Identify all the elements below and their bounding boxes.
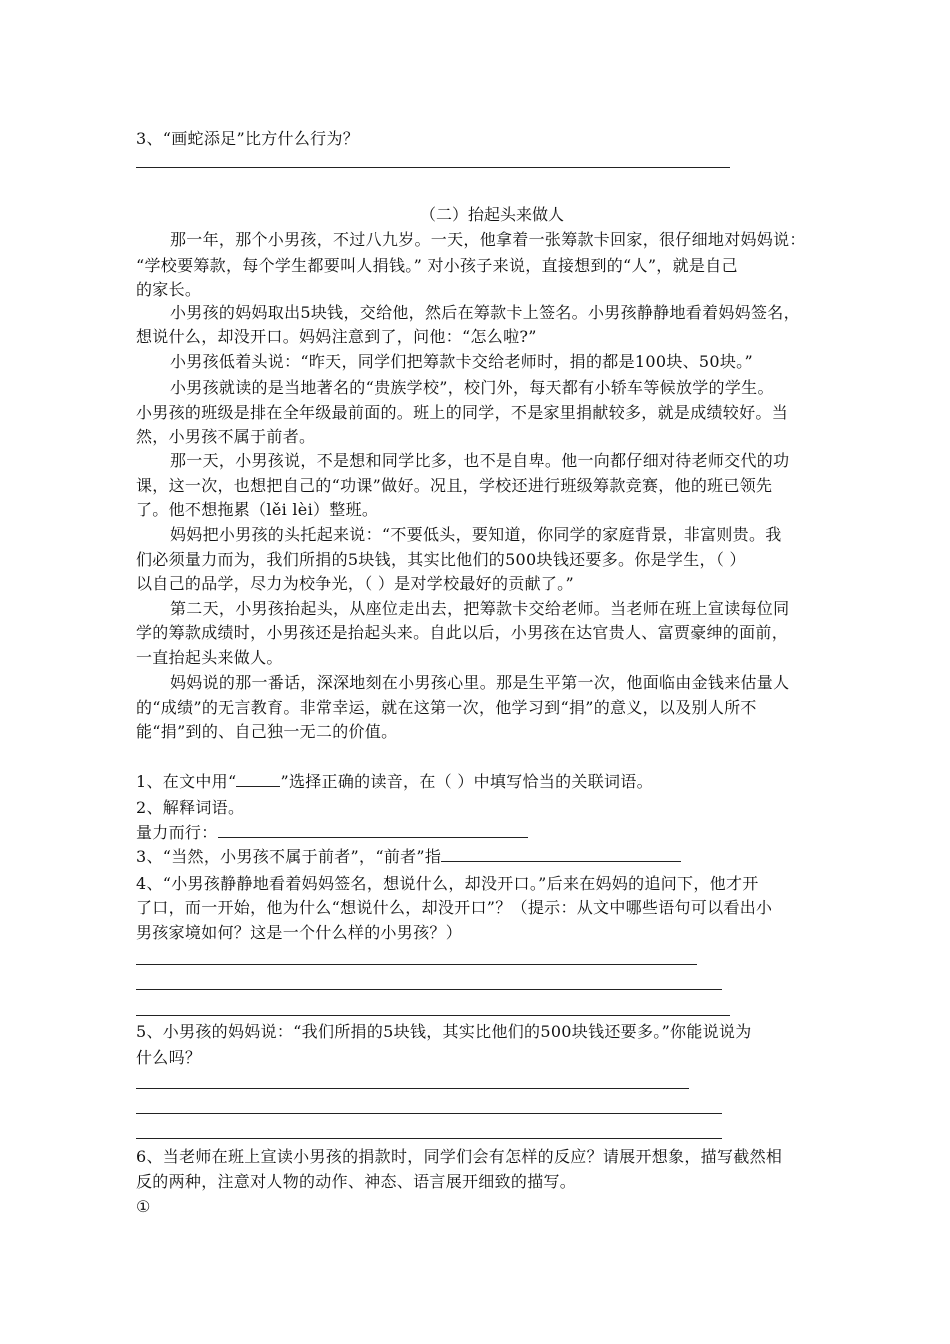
answer-marker: ① [136,1197,151,1216]
passage-line: 然，小男孩不属于前者。 [136,427,316,446]
passage-line: 小男孩的班级是排在全年级最前面的。班上的同学，不是家里捐献较多，就是成绩较好。当 [136,403,789,422]
passage-line: 了。他不想拖累（lěi lèi）整班。 [136,500,379,519]
question-3 [136,845,681,869]
passage-line: 小男孩低着头说：“昨天，同学们把筹款卡交给老师时，捐的都是100块、50块。” [170,352,753,371]
answer-line[interactable] [136,989,722,990]
passage-line: 妈妈说的那一番话，深深地刻在小男孩心里。那是生平第一次，他面临由金钱来估量人 [170,673,790,692]
question-3-text: 3、“当然，小男孩不属于前者”，“前者”指 [136,847,442,866]
question-2-term [136,821,528,845]
answer-line [136,167,730,168]
passage-line: 那一天，小男孩说，不是想和同学比多，也不是自卑。他一向都仔细对待老师交代的功 [170,451,790,470]
question-5-line: 5、小男孩的妈妈说：“我们所捐的5块钱，其实比他们的500块钱还要多。”你能说说为 [136,1022,752,1041]
passage-line: “学校要筹款，每个学生都要叫人捐钱。” 对小孩子来说，直接想到的“人”，就是自己 [136,256,738,275]
passage-line: 的家长。 [136,280,202,299]
question-5-line: 什么吗？ [136,1048,202,1067]
question-4-line: 4、“小男孩静静地看着妈妈签名，想说什么，却没开口。”后来在妈妈的追问下，他才开 [136,874,759,893]
question-6-line: 6、当老师在班上宣读小男孩的捐款时，同学们会有怎样的反应？请展开想象，描写截然相 [136,1147,783,1166]
passage-line: 想说什么，却没开口。妈妈注意到了，问他：“怎么啦?” [136,327,537,346]
passage-line: 课，这一次，也想把自己的“功课”做好。况且，学校还进行班级筹款竞赛，他的班已领先 [136,476,773,495]
answer-blank[interactable] [441,845,681,862]
passage-line: 一直抬起头来做人。 [136,648,283,667]
passage-line: 们必须量力而为，我们所捐的5块钱，其实比他们的500块钱还要多。你是学生，（ ） [136,550,746,569]
answer-line[interactable] [136,1015,730,1016]
passage-line: 小男孩就读的是当地著名的“贵族学校”，校门外，每天都有小轿车等候放学的学生。 [170,378,774,397]
term-label: 量力而行： [136,823,218,842]
question-top-3: 3、“画蛇添足”比方什么行为？ [136,129,360,148]
passage-line: 妈妈把小男孩的头托起来说：“不要低头，要知道，你同学的家庭背景，非富则贵。我 [170,525,782,544]
passage-title: （二）抬起头来做人 [420,205,565,224]
question-1-prefix: 1、在文中用“ [136,772,237,791]
fill-blank[interactable] [236,770,280,787]
answer-blank[interactable] [218,821,528,838]
passage-line: 那一年，那个小男孩，不过八九岁。一天，他拿着一张筹款卡回家，很仔细地对妈妈说： [170,230,806,249]
question-4-line: 了口，而一开始，他为什么“想说什么，却没开口”？（提示：从文中哪些语句可以看出小 [136,898,773,917]
passage-line: 的“成绩”的无言教育。非常幸运，就在这第一次，他学习到“捐”的意义，以及别人所不 [136,698,757,717]
question-6-line: 反的两种，注意对人物的动作、神态、语言展开细致的描写。 [136,1172,577,1191]
answer-line[interactable] [136,1088,689,1089]
answer-line[interactable] [136,964,697,965]
answer-line[interactable] [136,1113,722,1114]
passage-line: 以自己的品学，尽力为校争光，（ ）是对学校最好的贡献了。” [136,574,574,593]
answer-line[interactable] [136,1138,722,1139]
passage-line: 学的筹款成绩时，小男孩还是抬起头来。自此以后，小男孩在达官贵人、富贾豪绅的面前， [136,623,789,642]
question-1-suffix: ”选择正确的读音，在（ ）中填写恰当的关联词语。 [280,772,653,791]
passage-line: 第二天，小男孩抬起头，从座位走出去，把筹款卡交给老师。当老师在班上宣读每位同 [170,599,790,618]
question-1 [136,770,653,794]
passage-line: 能“捐”到的、自己独一无二的价值。 [136,722,398,741]
question-2: 2、解释词语。 [136,798,245,817]
passage-line: 小男孩的妈妈取出5块钱，交给他，然后在筹款卡上签名。小男孩静静地看着妈妈签名， [170,303,800,322]
question-4-line: 男孩家境如何？这是一个什么样的小男孩？） [136,923,463,942]
